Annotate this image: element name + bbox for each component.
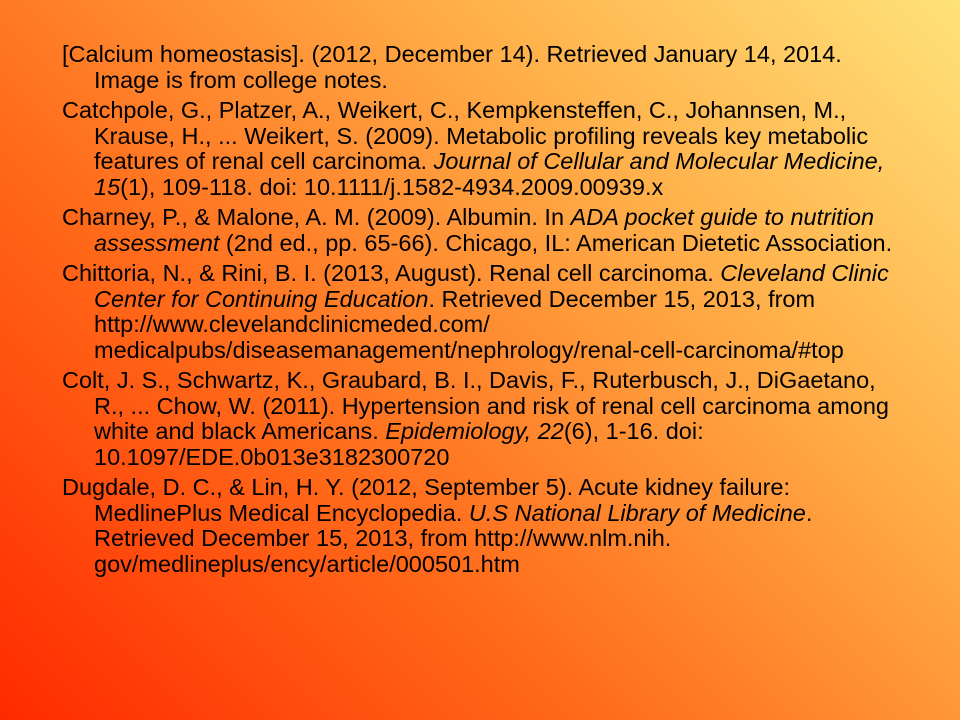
- reference-text: . Retrieved December 15, 2013, from http://www.clevelandclinicmeded.com/ medicalpubs/diseasemanagement/nephrology/renal-cell-carcinoma/#top: [94, 285, 844, 363]
- reference-entry: [62, 475, 912, 577]
- reference-text: Dugdale, D. C., & Lin, H. Y. (2012, September 5). Acute kidney failure: MedlinePlus Medical Encyclopedia.: [62, 474, 791, 526]
- reference-entry: [62, 42, 912, 93]
- reference-journal-title: Journal of Cellular and Molecular Medicine, 15: [94, 148, 885, 200]
- reference-entry: [62, 368, 912, 470]
- reference-text: (2nd ed., pp. 65-66). Chicago, IL: American Dietetic Association.: [219, 229, 893, 256]
- reference-entry: [62, 261, 912, 363]
- reference-entry: [62, 98, 912, 200]
- reference-list: [62, 42, 912, 582]
- reference-source-title: U.S National Library of Medicine: [468, 499, 806, 526]
- reference-text: Chittoria, N., & Rini, B. I. (2013, August). Renal cell carcinoma.: [62, 260, 721, 286]
- reference-text: [Calcium homeostasis]. (2012, December 14). Retrieved January 14, 2014. Image is from college notes.: [62, 41, 842, 93]
- reference-text: . Retrieved December 15, 2013, from http://www.nlm.nih. gov/medlineplus/ency/article/000501.htm: [94, 499, 813, 577]
- reference-text: Colt, J. S., Schwartz, K., Graubard, B. I., Davis, F., Ruterbusch, J., DiGaetano, R., ... Chow, W. (2011). Hypertension and risk of renal cell carcinoma among white and black Americans.: [62, 367, 889, 444]
- reference-entry: [62, 205, 912, 256]
- reference-source-title: Cleveland Clinic Center for Continuing Education: [94, 260, 889, 312]
- reference-text: Catchpole, G., Platzer, A., Weikert, C., Kempkensteffen, C., Johannsen, M., Krause, H., ... Weikert, S. (2009). Metabolic profiling reveals key metabolic features of renal cell carcinoma.: [62, 97, 869, 174]
- reference-text: (6), 1-16. doi: 10.1097/EDE.0b013e3182300720: [94, 418, 704, 470]
- reference-text: Charney, P., & Malone, A. M. (2009). Albumin. In: [62, 204, 571, 230]
- reference-journal-title: Epidemiology, 22: [385, 418, 564, 444]
- reference-book-title: ADA pocket guide to nutrition assessment: [94, 204, 875, 256]
- reference-text: (1), 109-118. doi: 10.1111/j.1582-4934.2009.00939.x: [120, 173, 664, 200]
